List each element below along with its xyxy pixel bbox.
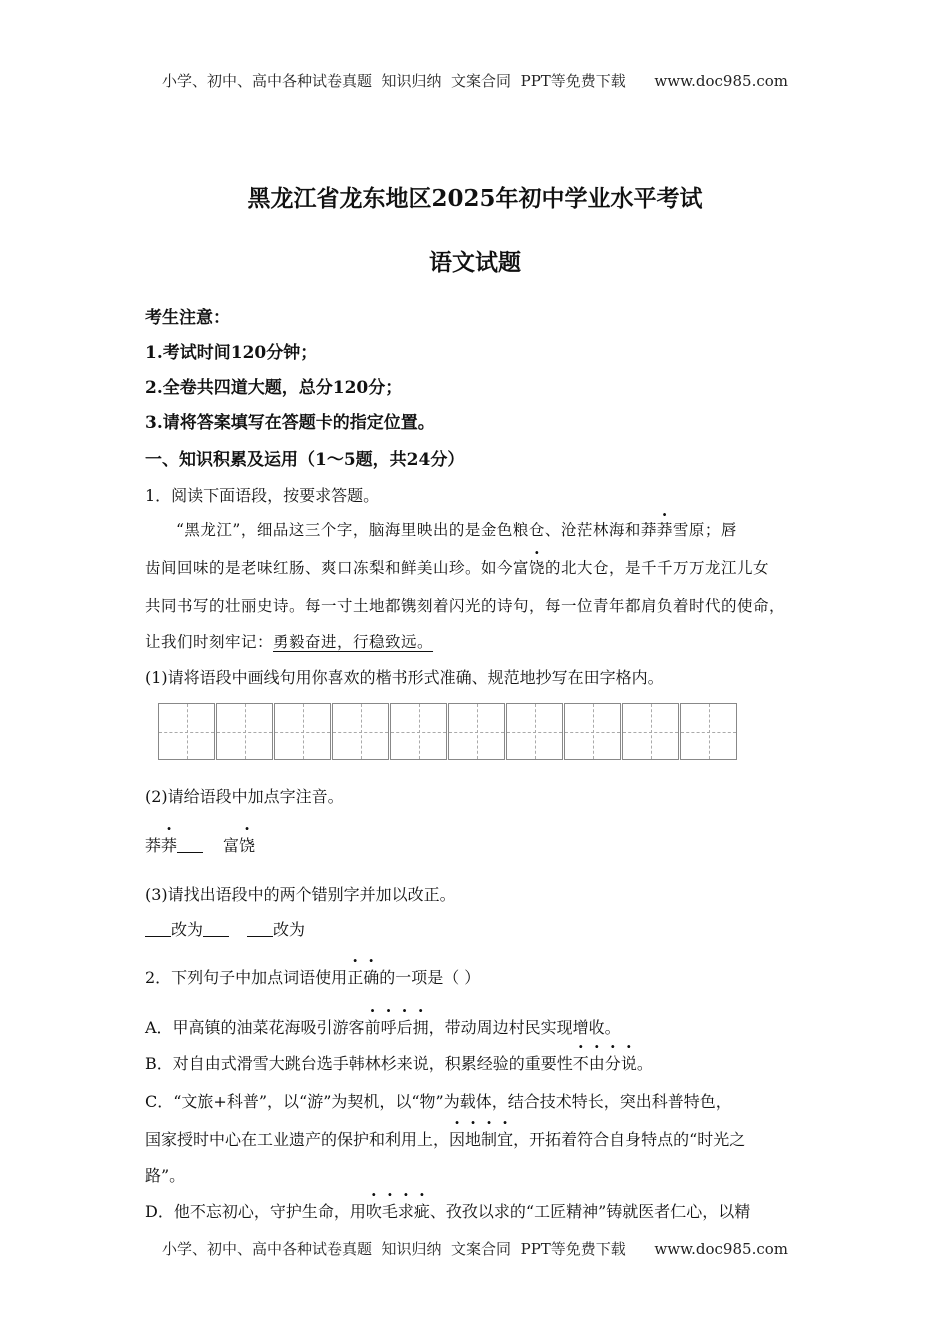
- dotted-char: 呼: [380, 1018, 397, 1037]
- pinyin-blank-1[interactable]: [177, 836, 203, 853]
- q1-passage-line-4: 让我们时刻牢记：勇毅奋进，行稳致远。: [145, 633, 434, 651]
- q2-option-c-line-3: 路”。: [145, 1166, 186, 1185]
- notice-item-1: 1.考试时间120分钟；: [145, 343, 318, 363]
- page-footer: 小学、初中、高中各种试卷真题 知识归纳 文案合同 PPT等免费下载 www.doc985.com: [161, 1240, 788, 1258]
- grid-cell[interactable]: [564, 703, 621, 760]
- dotted-char: 后: [396, 1018, 413, 1037]
- typo-blank-2[interactable]: [247, 920, 273, 937]
- dotted-char: 莽: [656, 521, 673, 539]
- q1-sub-3: (3)请找出语段中的两个错别字并加以改正。: [145, 885, 456, 904]
- grid-cell[interactable]: [158, 703, 215, 760]
- q1-passage-line-2: 齿间回味的是老味红肠、爽口冻梨和鲜美山珍。如今富饶的北大仓，是千千万万龙江儿女: [145, 556, 769, 578]
- tianzige-grid[interactable]: [158, 703, 738, 760]
- dotted-char: 饶: [239, 836, 256, 855]
- dotted-char: 分: [604, 1054, 621, 1073]
- q1-passage-line-1: “黑龙江”，细品这三个字，脑海里映出的是金色粮仓、沧茫林海和莽莽雪原；唇: [176, 518, 737, 540]
- underlined-sentence: 勇毅奋进，行稳致远。: [273, 633, 434, 651]
- grid-cell[interactable]: [622, 703, 679, 760]
- dotted-char: 疵: [413, 1202, 430, 1221]
- notice-heading: 考生注意：: [145, 308, 230, 328]
- q2-option-c-line-1[interactable]: C．“文旅+科普”，以“游”为契机，以“物”为载体，结合技术特长，突出科普特色，: [145, 1092, 732, 1111]
- q1-correction-row: 改为 改为: [145, 917, 305, 940]
- dotted-char: 拥: [412, 1018, 429, 1037]
- q1-pinyin-row: 莽莽 富饶: [145, 833, 255, 856]
- grid-cell[interactable]: [390, 703, 447, 760]
- grid-cell[interactable]: [680, 703, 737, 760]
- q2-option-d[interactable]: D．他不忘初心，守护生命，用吹毛求疵、孜孜以求的“工匠精神”铸就医者仁心，以精: [145, 1199, 750, 1222]
- section-1-heading: 一、知识积累及运用（1～5题，共24分）: [145, 450, 465, 470]
- fix-blank-1[interactable]: [203, 920, 229, 937]
- notice-item-3: 3.请将答案填写在答题卡的指定位置。: [145, 413, 435, 433]
- notice-item-2: 2.全卷共四道大题，总分120分；: [145, 378, 403, 398]
- dotted-char: 前: [364, 1018, 381, 1037]
- page-subtitle: 语文试题: [429, 249, 521, 276]
- dotted-char: 地: [465, 1130, 482, 1149]
- dotted-char: 正: [347, 968, 364, 987]
- q1-sub-1: (1)请将语段中画线句用你喜欢的楷书形式准确、规范地抄写在田字格内。: [145, 668, 664, 687]
- q1-sub-2: (2)请给语段中加点字注音。: [145, 787, 344, 806]
- q2-stem: 2．下列句子中加点词语使用正确的一项是（ ）: [145, 965, 480, 988]
- q1-passage-line-3: 共同书写的壮丽史诗。每一寸土地都镌刻着闪光的诗句，每一位青年都肩负着时代的使命，: [145, 597, 786, 615]
- grid-cell[interactable]: [332, 703, 389, 760]
- q2-option-c-line-2: 国家授时中心在工业遗产的保护和利用上，因地制宜，开拓着符合自身特点的“时光之: [145, 1127, 745, 1150]
- dotted-char: 说: [620, 1054, 637, 1073]
- typo-blank-1[interactable]: [145, 920, 171, 937]
- dotted-char: 吹: [365, 1202, 382, 1221]
- dotted-char: 由: [588, 1054, 605, 1073]
- dotted-char: 不: [572, 1054, 589, 1073]
- grid-cell[interactable]: [448, 703, 505, 760]
- dotted-char: 宜: [497, 1130, 514, 1149]
- q1-stem: 1．阅读下面语段，按要求答题。: [145, 486, 380, 505]
- dotted-char: 莽: [161, 836, 178, 855]
- grid-cell[interactable]: [506, 703, 563, 760]
- dotted-char: 毛: [381, 1202, 398, 1221]
- page-header: 小学、初中、高中各种试卷真题 知识归纳 文案合同 PPT等免费下载 www.doc985.com: [161, 72, 788, 90]
- grid-cell[interactable]: [274, 703, 331, 760]
- dotted-char: 制: [481, 1130, 498, 1149]
- dotted-char: 饶: [529, 559, 546, 577]
- grid-cell[interactable]: [216, 703, 273, 760]
- q2-option-b[interactable]: B．对自由式滑雪大跳台选手韩林杉来说，积累经验的重要性不由分说。: [145, 1051, 653, 1074]
- dotted-char: 求: [397, 1202, 414, 1221]
- q2-option-a[interactable]: A．甲高镇的油菜花海吸引游客前呼后拥，带动周边村民实现增收。: [145, 1015, 621, 1038]
- dotted-char: 确: [363, 968, 380, 987]
- page-title: 黑龙江省龙东地区2025年初中学业水平考试: [247, 185, 703, 212]
- dotted-char: 因: [449, 1130, 466, 1149]
